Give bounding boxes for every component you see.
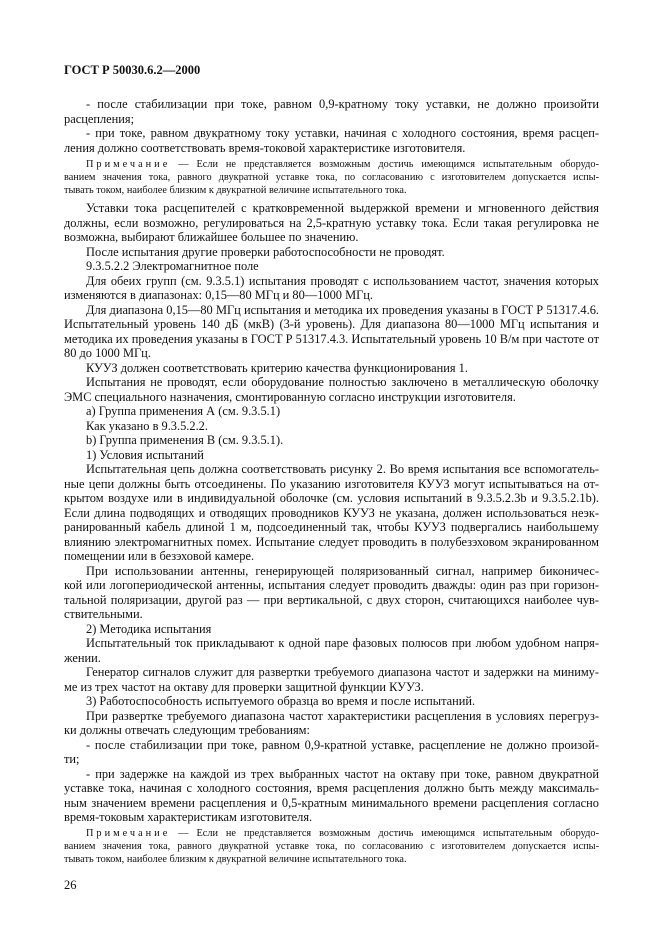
- line-text: ствительными.: [64, 607, 143, 621]
- paragraph: [64, 738, 599, 767]
- text-line: [64, 535, 599, 550]
- line-text: влиянию электромагнитных помех. Испытание следует проводить в полубезэховом экранированном: [64, 534, 599, 549]
- note-label: Примечание: [86, 158, 171, 170]
- line-text: ранированный кабель длиной 1 м, подсоединенный так, чтобы КУУЗ подвергались наибольшему: [64, 520, 599, 534]
- paragraph: [64, 767, 599, 825]
- paragraph: [64, 274, 599, 303]
- line-text: Для диапазона 0,15—80 МГц испытания и методика их проведения указаны в ГОСТ Р 51317.4.6.: [86, 302, 599, 317]
- paragraph: [64, 433, 599, 448]
- text-line: [64, 259, 599, 274]
- document-header: ГОСТ Р 50030.6.2—2000: [64, 63, 201, 77]
- line-text: ки должны отвечать следующим требованиям:: [64, 723, 310, 737]
- text-line: [64, 840, 599, 853]
- note-paragraph: [64, 827, 599, 866]
- text-line: [64, 607, 599, 622]
- line-text: b) Группа применения В (см. 9.3.5.1).: [86, 433, 284, 447]
- line-text: 3) Работоспособность испытуемого образца во время и после испытаний.: [86, 694, 476, 708]
- paragraph: [64, 375, 599, 404]
- paragraph: [64, 665, 599, 694]
- line-text: ванием значения тока, равного двукратной уставке тока, по согласованию с изготовителем допускается испы-: [64, 841, 599, 852]
- line-text: жении.: [64, 650, 101, 665]
- line-text: ления должно соответствовать время-токовой характеристике изготовителя.: [64, 140, 466, 155]
- text-line: [64, 317, 599, 332]
- line-text: ти;: [64, 752, 80, 766]
- line-text: должны, если возможно, регулироваться на 2,5-кратную уставку тока. Если такая регулировка не: [64, 215, 599, 230]
- line-text: - при задержке на каждой из трех выбранных частот на октаву при токе, равном двукратной: [86, 766, 599, 781]
- text-line: [64, 477, 599, 492]
- paragraph: [64, 404, 599, 419]
- text-line: [64, 549, 599, 564]
- text-line: [64, 230, 599, 245]
- paragraph: [64, 259, 599, 274]
- line-text: При развертке требуемого диапазона частот характеристики расцепления в условиях перегруз-: [86, 708, 599, 723]
- line-text: — Если не представляется возможным достичь имеющимся испытательным оборудо-: [178, 828, 600, 839]
- line-text: Испытательная цепь должна соответствовать рисунку 2. Во время испытания все вспомогатель-: [86, 462, 599, 476]
- line-text: расцепления;: [64, 111, 135, 126]
- paragraph: [64, 303, 599, 361]
- text-line: [64, 564, 599, 579]
- paragraph: [64, 97, 599, 126]
- text-line: [64, 158, 599, 171]
- page-number: 26: [64, 878, 77, 892]
- text-line: [64, 97, 599, 112]
- text-line: [64, 796, 599, 811]
- line-text: Испытательный уровень 140 дБ (мкВ) (3-й уровень). Для диапазона 80—1000 МГц испытания и: [64, 317, 599, 331]
- text-line: [64, 781, 599, 796]
- text-line: [64, 694, 599, 709]
- text-line: [64, 448, 599, 463]
- text-line: [64, 216, 599, 231]
- text-line: [64, 723, 599, 738]
- text-line: [64, 274, 599, 289]
- text-line: [64, 680, 599, 695]
- line-text: ным значением времени расцепления и 0,5-кратным минимального времени расцепления согласно: [64, 795, 599, 810]
- paragraph: [64, 419, 599, 434]
- text-line: [64, 361, 599, 376]
- text-line: [64, 171, 599, 184]
- text-line: [64, 184, 599, 197]
- line-text: помещении или в безэховой камере.: [64, 549, 255, 563]
- text-line: [64, 578, 599, 593]
- text-line: [64, 853, 599, 866]
- text-line: [64, 827, 599, 840]
- line-text: КУУЗ должен соответствовать критерию качества функционирования 1.: [86, 360, 468, 375]
- line-text: ванием значения тока, равного двукратной уставке тока, по согласованию с изготовителем допускается испы-: [64, 171, 599, 183]
- paragraph: [64, 564, 599, 622]
- line-text: изменяются в диапазонах: 0,15—80 МГц и 80—1000 МГц.: [64, 288, 373, 302]
- text-line: [64, 709, 599, 724]
- text-line: [64, 375, 599, 390]
- text-line: [64, 433, 599, 448]
- line-text: тывать током, наиболее близким к двукратной величине испытательного тока.: [64, 854, 407, 865]
- line-text: кой или логопериодической антенны, испытания следует проводить дважды: один раз при горизон-: [64, 578, 599, 592]
- line-text: методика их проведения указаны в ГОСТ Р 51317.4.3. Испытательный уровень 10 В/м при частоте от: [64, 331, 599, 346]
- line-text: 2) Методика испытания: [86, 621, 212, 636]
- text-line: [64, 651, 599, 666]
- text-line: [64, 404, 599, 419]
- text-line: [64, 520, 599, 535]
- line-text: a) Группа применения А (см. 9.3.5.1): [86, 404, 281, 418]
- text-line: [64, 346, 599, 361]
- line-text: тывать током, наиболее близким к двукратной величине испытательного тока.: [64, 184, 407, 196]
- line-text: 80 до 1000 МГц.: [64, 346, 151, 360]
- line-text: Если длина подводящих и отводящих проводников КУУЗ не указана, должен использоваться неэк-: [64, 505, 599, 520]
- text-line: [64, 126, 599, 141]
- text-line: [64, 665, 599, 680]
- text-line: [64, 506, 599, 521]
- line-text: время-токовым характеристикам изготовителя.: [64, 810, 313, 824]
- text-line: [64, 332, 599, 347]
- line-text: Уставки тока расцепителей с кратковременной выдержкой времени и мгновенного действия: [86, 201, 599, 215]
- line-text: - после стабилизации при токе, равном 0,9-кратному току уставки, не должно произойти: [86, 97, 599, 111]
- line-text: 9.3.5.2.2 Электромагнитное поле: [86, 259, 259, 273]
- line-text: - после стабилизации при токе, равном 0,9-кратной уставке, расцепление не должно произой-: [86, 737, 599, 752]
- text-line: [64, 738, 599, 753]
- line-text: Испытательный ток прикладывают к одной паре фазовых полюсов при любом удобном напря-: [86, 636, 599, 650]
- paragraph: [64, 361, 599, 376]
- document-body: [64, 97, 599, 866]
- line-text: тальной поляризации, другой раз — при вертикальной, с двух сторон, считающихся наиболее чув-: [64, 592, 599, 607]
- line-text: Генератор сигналов служит для развертки требуемого диапазона частот и задержки на миниму-: [86, 665, 599, 679]
- paragraph: [64, 126, 599, 155]
- paragraph: [64, 462, 599, 564]
- text-line: [64, 201, 599, 216]
- line-text: После испытания другие проверки работоспособности не проводят.: [86, 244, 445, 259]
- text-line: [64, 491, 599, 506]
- text-line: [64, 288, 599, 303]
- line-text: - при токе, равном двукратному току уставки, начиная с холодного состояния, время расцеп-: [86, 126, 599, 140]
- line-text: Как указано в 9.3.5.2.2.: [86, 418, 208, 433]
- line-text: — Если не представляется возможным достичь имеющимся испытательным оборудо-: [178, 158, 600, 170]
- text-line: [64, 622, 599, 637]
- line-text: Для обеих групп (см. 9.3.5.1) испытания проводят с использованием частот, значения которых: [86, 273, 599, 288]
- text-line: [64, 141, 599, 156]
- document-page: [64, 63, 599, 893]
- text-line: [64, 303, 599, 318]
- text-line: [64, 636, 599, 651]
- paragraph: [64, 622, 599, 637]
- paragraph: [64, 245, 599, 260]
- paragraph: [64, 694, 599, 709]
- line-text: При использовании антенны, генерирующей поляризованный сигнал, например биконичес-: [86, 563, 599, 578]
- line-text: ме из трех частот на октаву для проверки защитной функции КУУЗ.: [64, 679, 424, 694]
- line-text: крытом воздухе или в индивидуальной оболочке (см. условия испытаний в 9.3.5.2.3b и 9.3.5.2.1b).: [64, 491, 599, 505]
- paragraph: [64, 448, 599, 463]
- text-line: [64, 462, 599, 477]
- paragraph: [64, 709, 599, 738]
- text-line: [64, 593, 599, 608]
- line-text: Испытания не проводят, если оборудование полностью заключено в металлическую оболочку: [86, 375, 599, 389]
- line-text: ные цепи должны быть отсоединены. По указанию изготовителя КУУЗ могут испытываться на от-: [64, 476, 599, 491]
- text-line: [64, 767, 599, 782]
- paragraph: [64, 636, 599, 665]
- line-text: ЭМС специального назначения, смонтированную согласно инструкции изготовителя.: [64, 389, 516, 404]
- text-line: [64, 419, 599, 434]
- paragraph: [64, 201, 599, 245]
- text-line: [64, 245, 599, 260]
- text-line: [64, 752, 599, 767]
- line-text: возможна, выбирают ближайшее большее по значению.: [64, 230, 359, 244]
- text-line: [64, 390, 599, 405]
- text-line: [64, 112, 599, 127]
- note-label: Примечание: [86, 828, 171, 839]
- note-paragraph: [64, 158, 599, 197]
- line-text: уставке тока, начиная с холодного состояния, время расцепления должно быть между максималь-: [64, 781, 599, 795]
- line-text: 1) Условия испытаний: [86, 447, 204, 462]
- text-line: [64, 810, 599, 825]
